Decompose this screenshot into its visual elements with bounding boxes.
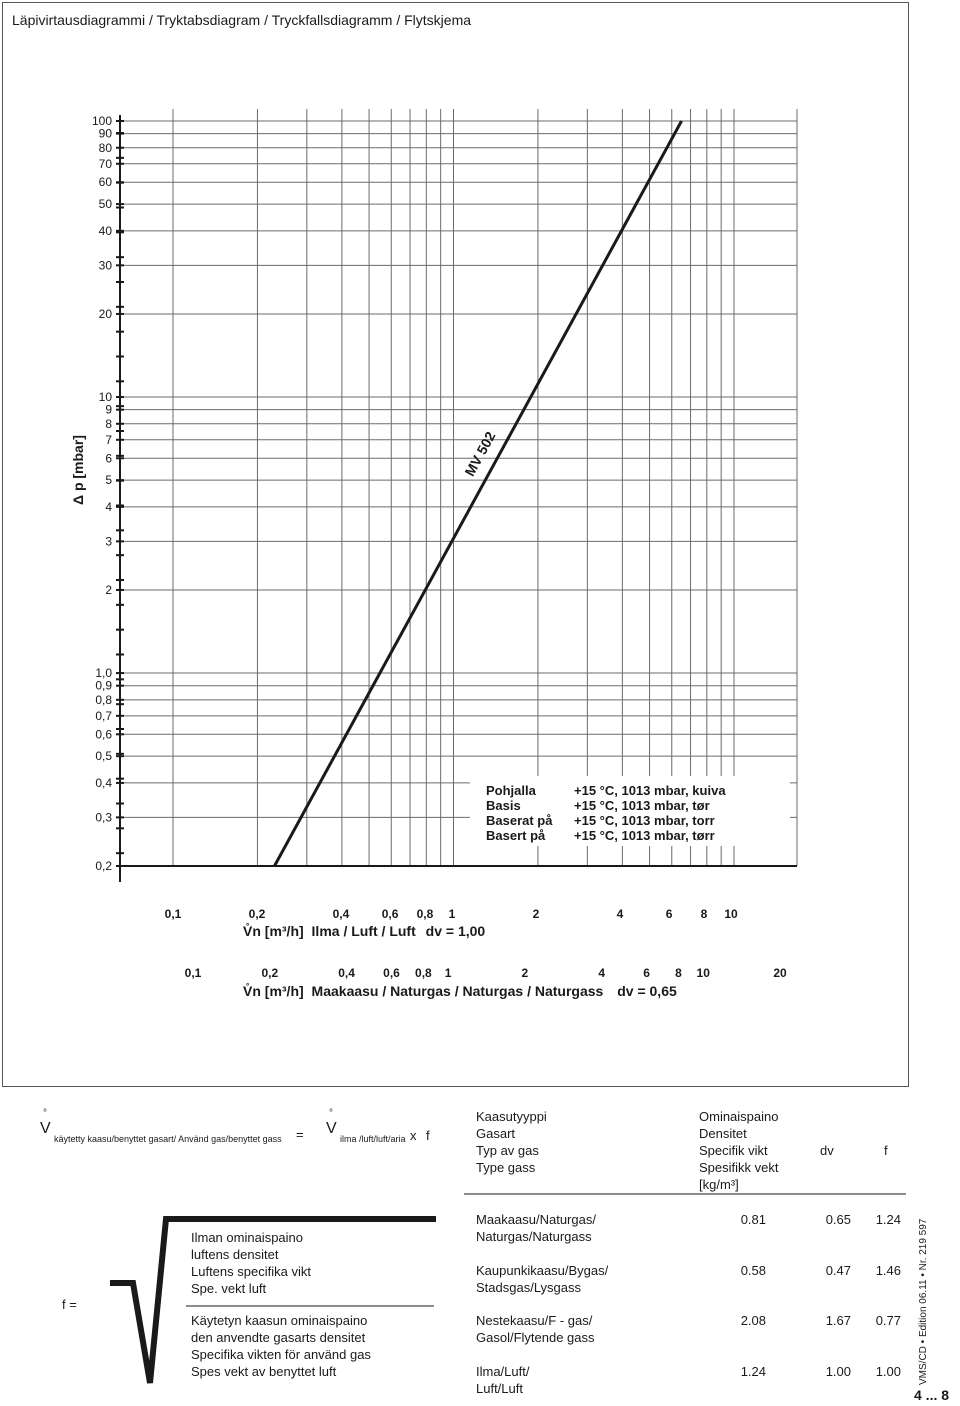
x-axis-natural-gas-unit: V̊n [m³/h] xyxy=(243,983,304,999)
x-tick-label: 0,1 xyxy=(184,966,202,980)
y-tick-label: 7 xyxy=(105,432,112,447)
table-cell-gas: Kaupunkikaasu/Bygas/ Stadsgas/Lysgass xyxy=(476,1263,609,1295)
y-tick-label: 3 xyxy=(105,534,112,549)
y-tick-label: 0,2 xyxy=(95,859,112,873)
x-axis-air-dv: dv = 1,00 xyxy=(425,923,486,939)
table-cell-gas: Ilma/Luft/ Luft/Luft xyxy=(476,1364,530,1396)
x-tick-label: 0,4 xyxy=(338,966,355,980)
x-tick-label: 1 xyxy=(448,907,456,921)
legend-row-label: Basert på xyxy=(486,828,546,843)
x-tick-label: 0,8 xyxy=(416,907,434,921)
table-header-density: Ominaispaino Densitet Specifik vikt Spesifikk vekt [kg/m³] xyxy=(699,1109,779,1192)
y-tick-label: 0,7 xyxy=(95,708,112,723)
table-cell-density: 0.81 xyxy=(740,1212,766,1227)
y-tick-label: 50 xyxy=(98,197,112,212)
formula-lhs-v: V xyxy=(40,1120,51,1137)
x-tick-label: 0,8 xyxy=(415,966,432,980)
fraction-numerator: Ilman ominaispaino luftens densitet Luftens specifika vikt Spe. vekt luft xyxy=(191,1230,311,1296)
y-tick-label: 30 xyxy=(98,258,112,273)
formula-factor: f xyxy=(426,1128,430,1143)
table-cell-f: 1.00 xyxy=(875,1364,901,1379)
table-cell-gas: Nestekaasu/F - gas/ Gasol/Flytende gass xyxy=(476,1313,595,1345)
y-tick-label: 4 xyxy=(105,499,112,514)
x-tick-label: 10 xyxy=(696,966,710,980)
x-tick-label: 0,6 xyxy=(381,907,399,921)
y-tick-label: 0,3 xyxy=(95,810,112,825)
legend-row-value: +15 °C, 1013 mbar, tørr xyxy=(574,828,715,843)
table-header-f: f xyxy=(884,1143,888,1158)
y-tick-label: 5 xyxy=(105,473,112,488)
legend-row-label: Baserat på xyxy=(486,813,553,828)
series-label: MV 502 xyxy=(461,428,499,479)
flow-circle-icon-2: ° xyxy=(329,1108,333,1119)
formula-rhs-v: V xyxy=(326,1120,337,1137)
edition-label: VMS/CD • Edition 06.11 • Nr. 219 597 xyxy=(918,1218,929,1385)
y-tick-label: 9 xyxy=(105,402,112,417)
x-tick-label: 8 xyxy=(700,907,708,921)
table-header-gas: Kaasutyyppi Gasart Typ av gas Type gass xyxy=(476,1109,547,1175)
y-tick-label: 2 xyxy=(105,582,112,597)
x-axis-air-unit: V̊n [m³/h] xyxy=(243,923,304,939)
legend-row-value: +15 °C, 1013 mbar, tør xyxy=(574,798,710,813)
x-tick-label: 20 xyxy=(773,966,787,980)
y-tick-label: 90 xyxy=(98,126,112,141)
y-tick-label: 0,9 xyxy=(95,678,112,693)
page-title: Läpivirtausdiagrammi / Tryktabsdiagram / Tryckfallsdiagramm / Flytskjema xyxy=(12,12,472,28)
formula-equals: = xyxy=(296,1127,304,1142)
legend-row-label: Basis xyxy=(486,798,521,813)
y-axis-label: Δ p [mbar] xyxy=(70,435,86,505)
table-cell-dv: 1.67 xyxy=(825,1313,851,1328)
x-tick-label: 0,2 xyxy=(248,907,266,921)
y-tick-label: 10 xyxy=(98,390,112,405)
y-tick-label: 0,8 xyxy=(95,692,112,707)
x-tick-label: 0,2 xyxy=(261,966,279,980)
formula-lhs-sub: käytetty kaasu/benyttet gasart/ Använd gas/benyttet gass xyxy=(54,1134,282,1144)
flow-circle-icon: ° xyxy=(43,1108,47,1119)
table-cell-f: 1.24 xyxy=(875,1212,901,1227)
table-cell-density: 0.58 xyxy=(740,1263,766,1278)
x-axis-natural-gas-gas: Maakaasu / Naturgas / Naturgas / Naturgass xyxy=(311,983,604,999)
x-axis-air-label xyxy=(243,923,485,939)
legend-box xyxy=(470,776,790,846)
table-cell-f: 0.77 xyxy=(875,1313,901,1328)
x-tick-label: 6 xyxy=(643,966,650,980)
formula-rhs-sub: ilma /luft/luft/aria xyxy=(340,1134,406,1144)
y-tick-label: 0,4 xyxy=(95,775,112,790)
x-tick-label: 0,6 xyxy=(383,966,400,980)
y-tick-label: 100 xyxy=(91,114,112,128)
legend-row-value: +15 °C, 1013 mbar, kuiva xyxy=(574,783,726,798)
y-tick-label: 1,0 xyxy=(95,666,112,681)
legend-row-label: Pohjalla xyxy=(486,783,536,798)
y-tick-label: 70 xyxy=(98,156,112,171)
x-tick-label: 8 xyxy=(675,966,682,980)
y-tick-label: 80 xyxy=(98,140,112,155)
y-tick-label: 8 xyxy=(105,416,112,431)
table-cell-gas: Maakaasu/Naturgas/ Naturgas/Naturgass xyxy=(476,1212,596,1244)
x-tick-label: 6 xyxy=(665,907,673,921)
y-tick-label: 0,6 xyxy=(95,727,112,742)
y-tick-label: 40 xyxy=(98,223,112,238)
fraction-denominator: Käytetyn kaasun ominaispaino den anvendte gasarts densitet Specifika vikten för använd gas Spes vekt av benyttet luft xyxy=(191,1313,371,1379)
x-tick-label: 1 xyxy=(444,966,452,980)
x-tick-label: 10 xyxy=(724,907,738,921)
x-tick-label: 0,1 xyxy=(164,907,182,921)
table-header-dv: dv xyxy=(820,1143,834,1158)
x-axis-natural-gas-dv: dv = 0,65 xyxy=(617,983,677,999)
x-tick-label: 0,4 xyxy=(332,907,350,921)
table-cell-dv: 0.47 xyxy=(825,1263,851,1278)
y-tick-label: 0,5 xyxy=(95,749,112,764)
x-tick-label: 2 xyxy=(532,907,540,921)
y-tick-label: 6 xyxy=(105,451,112,466)
table-cell-density: 2.08 xyxy=(740,1313,766,1328)
x-axis-air-gas: Ilma / Luft / Luft xyxy=(311,923,416,939)
x-tick-label: 2 xyxy=(521,966,529,980)
x-tick-label: 4 xyxy=(616,907,624,921)
x-tick-label: 4 xyxy=(598,966,606,980)
table-cell-dv: 1.00 xyxy=(825,1364,851,1379)
x-axis-natural-gas-label xyxy=(243,983,677,999)
y-tick-label: 60 xyxy=(98,175,112,190)
table-cell-f: 1.46 xyxy=(875,1263,901,1278)
legend-row-value: +15 °C, 1013 mbar, torr xyxy=(574,813,715,828)
y-tick-label: 20 xyxy=(98,306,112,321)
formula-times: x xyxy=(410,1128,417,1143)
f-equals-label: f = xyxy=(62,1297,77,1312)
table-cell-density: 1.24 xyxy=(740,1364,766,1379)
table-cell-dv: 0.65 xyxy=(825,1212,851,1227)
page-number: 4 ... 8 xyxy=(914,1387,950,1403)
